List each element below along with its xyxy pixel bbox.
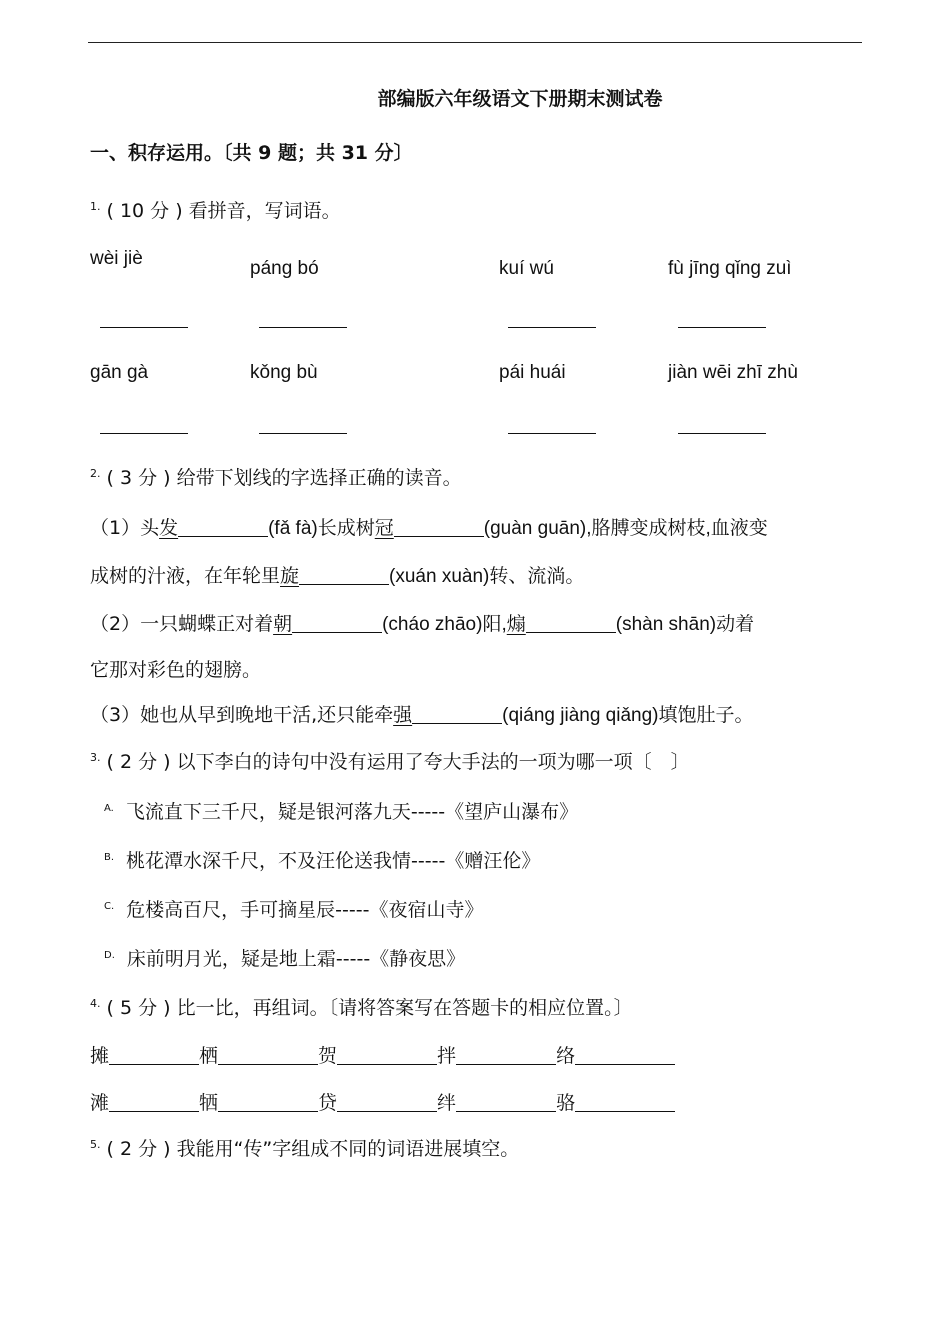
header-rule <box>88 42 862 43</box>
option-label: A. <box>104 802 114 814</box>
answer-blank[interactable] <box>109 1092 199 1112</box>
answer-blank[interactable] <box>259 433 347 434</box>
question-number: 3. <box>90 750 101 764</box>
answer-blank[interactable] <box>337 1092 437 1112</box>
answer-blank[interactable] <box>575 1045 675 1065</box>
q2-line-3: （2）一只蝴蝶正对着朝 (cháo zhāo)阳,煽 (shàn shān)动着 <box>90 613 755 635</box>
q4-row-1: 摊 栖 贺 拌 络 <box>90 1041 675 1068</box>
option-text: 桃花潭水深千尺，不及汪伦送我情-----《赠汪伦》 <box>126 850 541 872</box>
question-text: ( 5 分 ) 比一比，再组词。〔请将答案写在答题卡的相应位置。〕 <box>106 997 633 1019</box>
option-text: 危楼高百尺，手可摘星辰-----《夜宿山寺》 <box>126 899 484 921</box>
answer-blank[interactable] <box>292 613 382 633</box>
answer-blank[interactable] <box>508 327 596 328</box>
answer-blank[interactable] <box>394 517 484 537</box>
underlined-char: 强 <box>393 704 413 726</box>
question-3 <box>90 747 690 774</box>
answer-blank[interactable] <box>109 1045 199 1065</box>
q2-line-2: 成树的汁液，在年轮里旋 (xuán xuàn)转、流淌。 <box>90 565 585 587</box>
underlined-char: 煽 <box>506 613 526 635</box>
question-text: ( 2 分 ) 以下李白的诗句中没有运用了夸大手法的一项为哪一项〔 〕 <box>106 751 690 773</box>
answer-blank[interactable] <box>337 1045 437 1065</box>
pinyin: pái huái <box>499 362 566 383</box>
answer-blank[interactable] <box>575 1092 675 1112</box>
option-a[interactable] <box>104 797 578 824</box>
pinyin: wèi jiè <box>90 248 143 269</box>
pinyin: kǒng bù <box>250 362 318 383</box>
question-number: 1. <box>90 199 101 213</box>
underlined-char: 旋 <box>280 565 300 587</box>
option-label: B. <box>104 851 115 863</box>
question-text: ( 3 分 ) 给带下划线的字选择正确的读音。 <box>106 467 462 489</box>
pinyin: fù jīng qǐng zuì <box>668 258 792 279</box>
answer-blank[interactable] <box>456 1045 556 1065</box>
option-text: 床前明月光，疑是地上霜-----《静夜思》 <box>126 948 466 970</box>
question-number: 5. <box>90 1137 101 1151</box>
question-number: 4. <box>90 996 101 1010</box>
question-4 <box>90 993 633 1020</box>
pinyin: páng bó <box>250 258 319 279</box>
answer-blank[interactable] <box>218 1092 318 1112</box>
answer-blank[interactable] <box>678 433 766 434</box>
option-label: D. <box>104 949 115 961</box>
pinyin: kuí wú <box>499 258 554 279</box>
option-label: C. <box>104 900 115 912</box>
option-c[interactable] <box>104 895 483 922</box>
q2-line-4: 它那对彩色的翅膀。 <box>90 659 262 681</box>
q4-row-2: 滩 牺 贷 绊 骆 <box>90 1088 675 1115</box>
answer-blank[interactable] <box>526 613 616 633</box>
underlined-char: 朝 <box>273 613 293 635</box>
question-number: 2. <box>90 466 101 480</box>
answer-blank[interactable] <box>456 1092 556 1112</box>
answer-blank[interactable] <box>218 1045 318 1065</box>
answer-blank[interactable] <box>100 433 188 434</box>
q2-line-1: （1）头发 (fǎ fà)长成树冠 (guàn guān),胳膊变成树枝,血液变 <box>90 517 768 539</box>
answer-blank[interactable] <box>100 327 188 328</box>
answer-blank[interactable] <box>508 433 596 434</box>
answer-blank[interactable] <box>178 517 268 537</box>
pinyin: jiàn wēi zhī zhù <box>668 362 798 383</box>
question-1 <box>90 196 341 223</box>
question-text: ( 2 分 ) 我能用“传”字组成不同的词语进展填空。 <box>106 1138 520 1160</box>
answer-blank[interactable] <box>412 704 502 724</box>
question-text: ( 10 分 ) 看拼音，写词语。 <box>106 200 341 222</box>
question-5 <box>90 1134 519 1161</box>
section-heading: 一、积存运用。〔共 9 题；共 31 分〕 <box>90 142 413 164</box>
question-2 <box>90 463 462 490</box>
answer-blank[interactable] <box>299 565 389 585</box>
page-title: 部编版六年级语文下册期末测试卷 <box>377 88 663 110</box>
option-text: 飞流直下三千尺，疑是银河落九天-----《望庐山瀑布》 <box>125 801 579 823</box>
pinyin: gān gà <box>90 362 149 383</box>
answer-blank[interactable] <box>259 327 347 328</box>
option-d[interactable] <box>104 944 465 971</box>
option-b[interactable] <box>104 846 540 873</box>
q2-line-5: （3）她也从早到晚地干活,还只能牵强 (qiáng jiàng qiǎng)填饱肚子。 <box>90 704 754 726</box>
answer-blank[interactable] <box>678 327 766 328</box>
underlined-char: 冠 <box>374 517 394 539</box>
underlined-char: 发 <box>159 517 179 539</box>
